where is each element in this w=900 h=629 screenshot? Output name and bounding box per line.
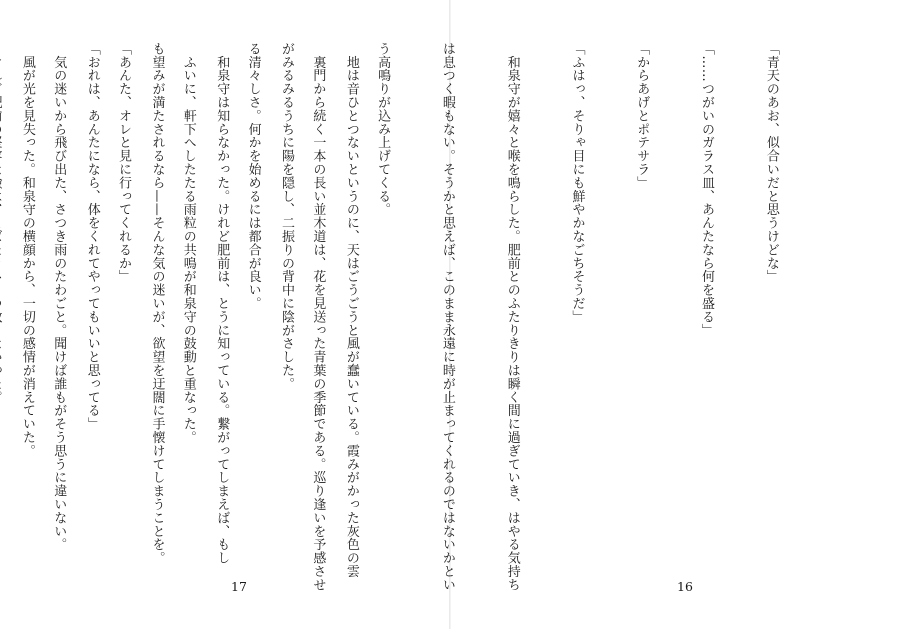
text-line: 和泉守は知らなかった。けれど肥前は、とうに知っている。繋がってしまえば、もし: [214, 42, 230, 565]
text-line: も望みが満たされるなら——そんな気の迷いが、欲望を迂闊に手懐けてしまうことを。: [149, 42, 165, 565]
text-line: 「青天のあお、似合いだと思うけどな」: [763, 42, 779, 284]
text-line: 風が光を見失った。和泉守の横顔から、一切の感情が消えていた。: [19, 42, 35, 458]
text-line: がみるみるうちに陽を隠し、二振りの背中に陰がさした。: [279, 42, 295, 391]
text-line: ふいに、軒下へしたたる雨粒の共鳴が和泉守の鼓動と重なった。: [180, 42, 196, 444]
text-line: [0, 42, 4, 557]
text-line: 「……つがいのガラス皿、あんたなら何を盛る」: [699, 42, 715, 337]
text-line: 裏門から続く一本の長い並木道は、花を見送った青葉の季節である。巡り逢いを予感させ: [310, 42, 326, 592]
text-line: 「おれは、あんたになら、体をくれてやってもいいと思ってる」: [84, 42, 100, 431]
text-line: 「あんた、オレと見に行ってくれるか」: [116, 42, 131, 284]
text-line: 気の迷いから飛び出た、さつき雨のたわごと。聞けば誰もがそう思うに違いない。: [51, 42, 67, 552]
text-line: る清々しさ。何かを始めるには都合が良い。: [245, 42, 261, 310]
text-line: 地は音ひとつないというのに、天はごうごうと風が蠢いている。霞みがかった灰色の雲: [343, 42, 359, 578]
page-number: 17: [231, 579, 247, 594]
text-line: 「からあげとポテサラ」: [634, 42, 650, 190]
text-line: う高鳴りが込み上げてくる。: [375, 42, 391, 217]
text-line: 「ふはっ、そりゃ目にも鮮やかなごちそうだ」: [569, 42, 585, 324]
text-line: は息つく暇もない。そうかと思えば、このまま永遠に時が止まってくれるのではないかとい: [439, 42, 455, 592]
text-line: 和泉守が嬉々と喉を鳴らした。肥前とのふたりきりは瞬く間に過ぎていき、はやる気持ち: [504, 42, 520, 592]
page-number: 16: [677, 579, 693, 594]
